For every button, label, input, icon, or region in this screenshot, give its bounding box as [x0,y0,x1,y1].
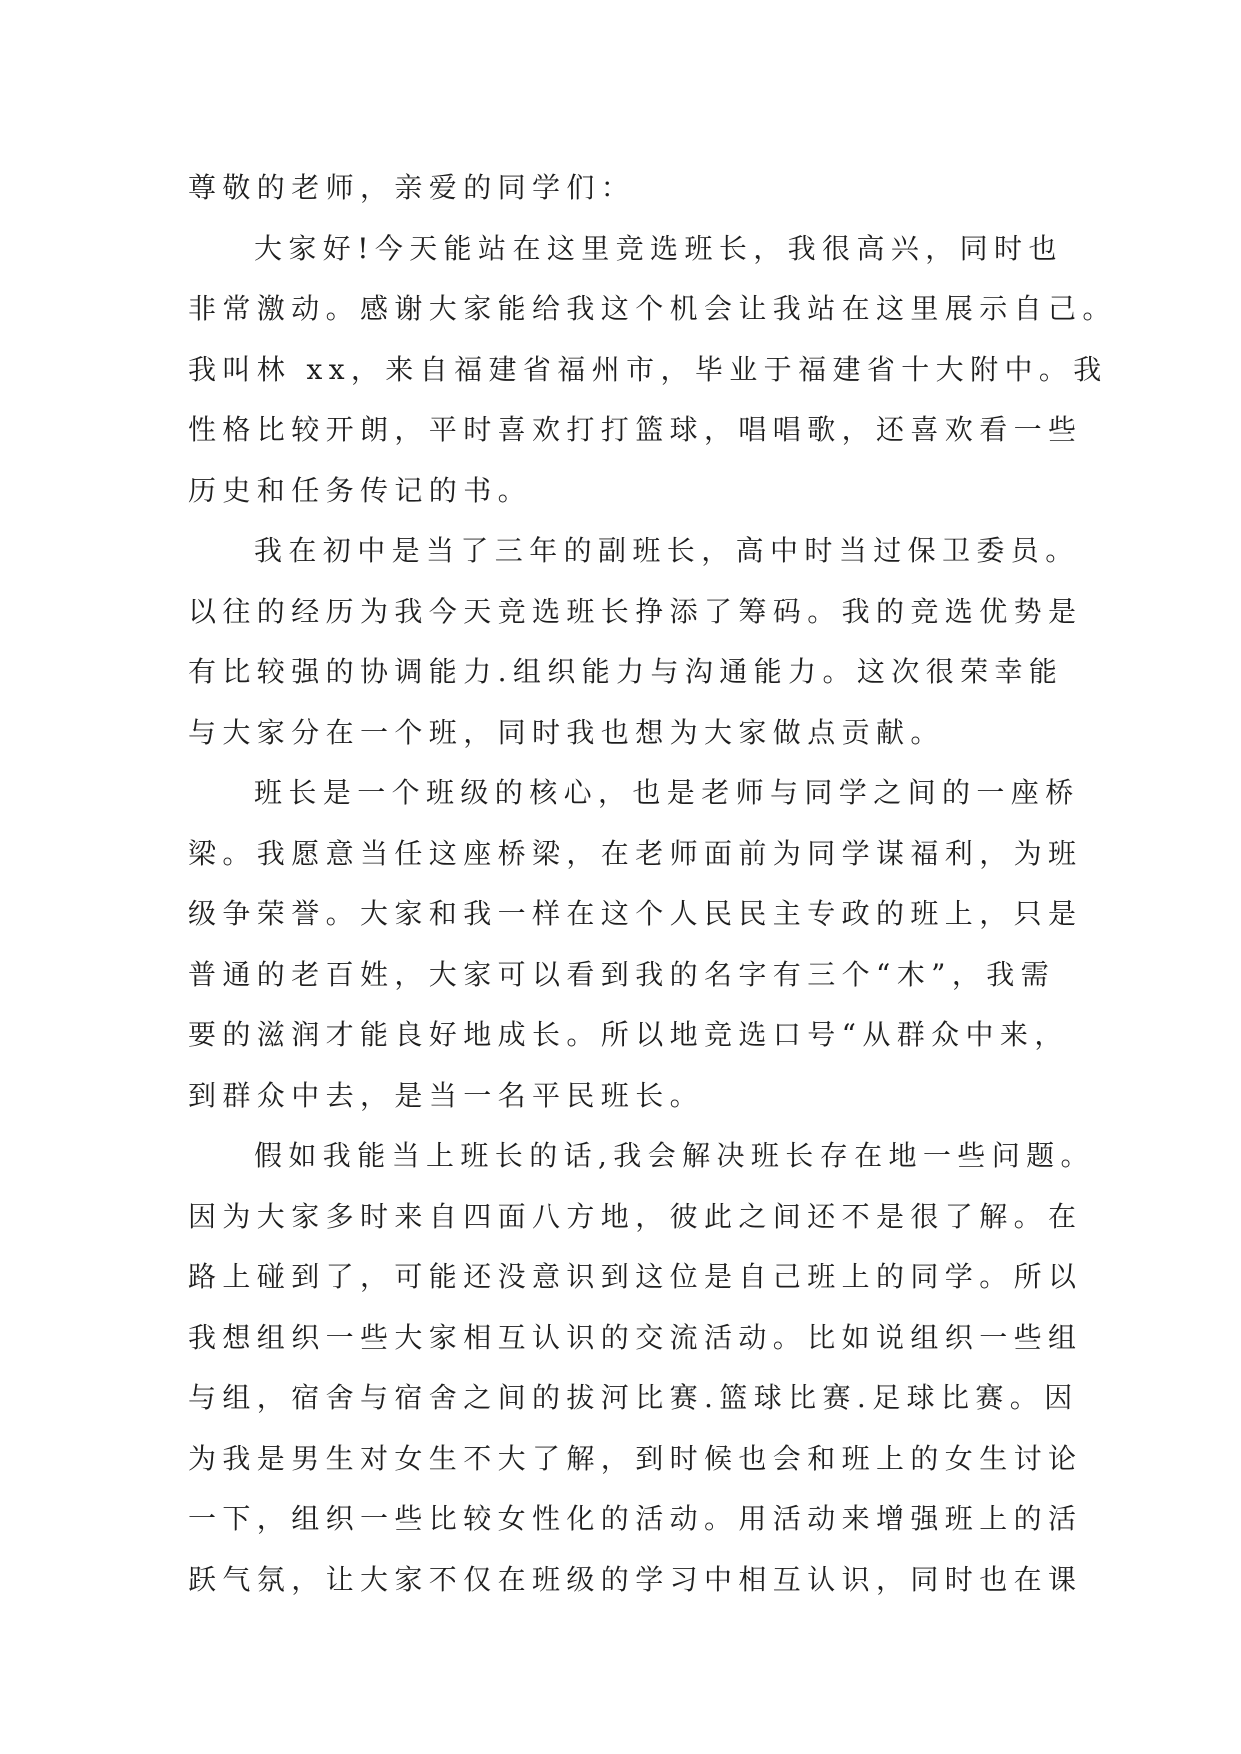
text-line: 与组，宿舍与宿舍之间的拔河比赛.篮球比赛.足球比赛。因 [188,1381,1079,1414]
text-line: 我想组织一些大家相互认识的交流活动。比如说组织一些组 [188,1320,1083,1354]
text-line: 我在初中是当了三年的副班长，高中时当过保卫委员。 [254,534,1080,567]
text-line: 我叫林 xx，来自福建省福州市，毕业于福建省十大附中。我 [188,352,1108,386]
text-line: 要的滋润才能良好地成长。所以地竞选口号“从群众中来， [188,1018,1069,1051]
text-line: 有比较强的协调能力.组织能力与沟通能力。这次很荣幸能 [188,655,1064,688]
text-line: 尊敬的老师，亲爱的同学们： [188,171,636,204]
text-line: 与大家分在一个班，同时我也想为大家做点贡献。 [188,715,945,749]
text-line: 性格比较开朗，平时喜欢打打篮球，唱唱歌，还喜欢看一些 [188,413,1083,446]
text-line: 为我是男生对女生不大了解，到时候也会和班上的女生讨论 [188,1441,1083,1475]
text-line: 普通的老百姓，大家可以看到我的名字有三个“木”，我需 [188,957,1056,991]
text-line: 梁。我愿意当任这座桥梁，在老师面前为同学谋福利，为班 [188,836,1083,870]
text-line: 班长是一个班级的核心，也是老师与同学之间的一座桥 [254,776,1080,809]
text-line: 跃气氛，让大家不仅在班级的学习中相互认识，同时也在课 [188,1562,1083,1596]
text-line: 级争荣誉。大家和我一样在这个人民民主专政的班上，只是 [188,897,1083,930]
text-line: 一下，组织一些比较女性化的活动。用活动来增强班上的活 [188,1502,1083,1535]
text-line: 以往的经历为我今天竞选班长挣添了筹码。我的竞选优势是 [188,594,1083,628]
text-line: 到群众中去，是当一名平民班长。 [188,1078,705,1112]
text-line: 因为大家多时来自四面八方地，彼此之间还不是很了解。在 [188,1199,1083,1233]
speech-text [188,158,1117,1610]
text-line: 路上碰到了，可能还没意识到这位是自己班上的同学。所以 [188,1260,1083,1293]
text-line: 大家好!今天能站在这里竞选班长，我很高兴，同时也 [254,231,1063,265]
text-line: 假如我能当上班长的话,我会解决班长存在地一些问题。 [254,1139,1095,1172]
text-line: 历史和任务传记的书。 [188,473,533,507]
text-line: 非常激动。感谢大家能给我这个机会让我站在这里展示自己。 [188,292,1117,325]
